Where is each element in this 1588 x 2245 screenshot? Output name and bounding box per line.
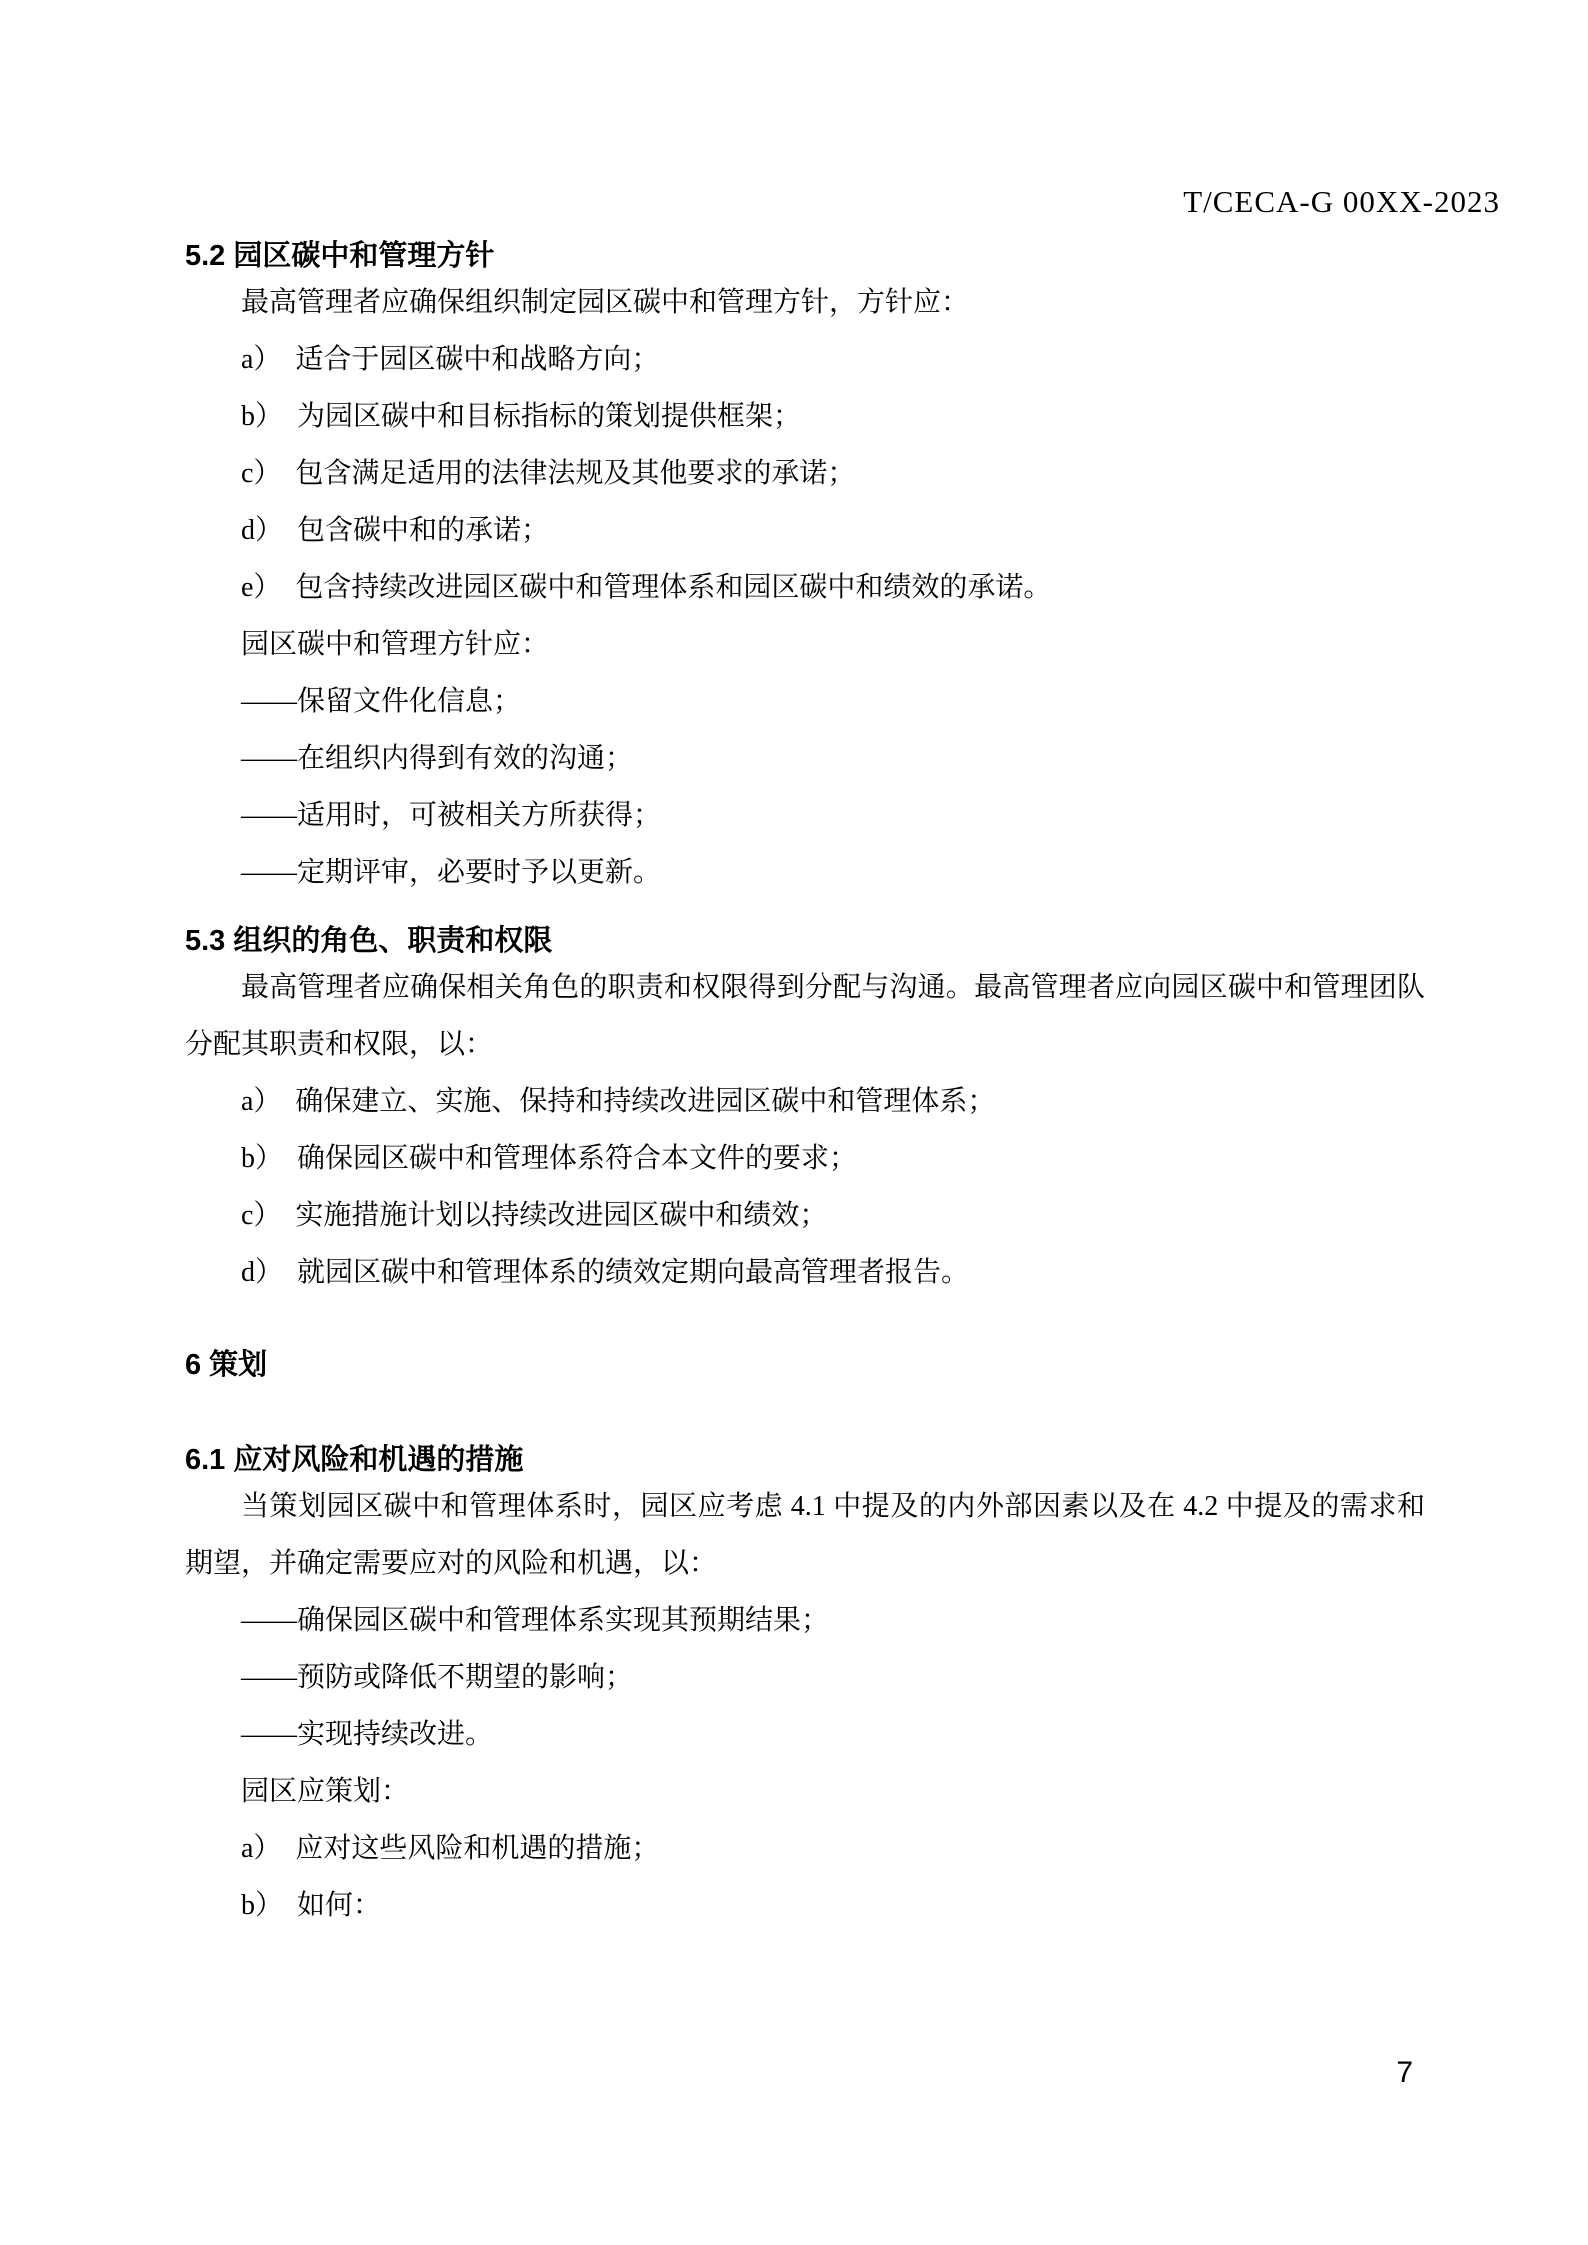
paragraph: 最高管理者应确保相关角色的职责和权限得到分配与沟通。最高管理者应向园区碳中和管理团队分配其职责和权限，以： bbox=[185, 972, 1425, 1060]
list-item: a） 适合于园区碳中和战略方向； bbox=[241, 344, 660, 375]
page-content bbox=[185, 238, 1425, 1934]
list-item: b） 确保园区碳中和管理体系符合本文件的要求； bbox=[241, 1143, 858, 1174]
dash-item: ——适用时，可被相关方所获得； bbox=[241, 800, 662, 831]
list-item: c） 实施措施计划以持续改进园区碳中和绩效； bbox=[241, 1200, 828, 1231]
document-code-header: T/CECA-G 00XX-2023 bbox=[1183, 184, 1500, 219]
dash-item: ——预防或降低不期望的影响； bbox=[241, 1662, 634, 1693]
dash-item: ——实现持续改进。 bbox=[241, 1719, 494, 1750]
list-item: d） 包含碳中和的承诺； bbox=[241, 515, 550, 546]
section-heading-5-3: 5.3 组织的角色、职责和权限 bbox=[185, 925, 553, 957]
list-item: b） 如何： bbox=[241, 1890, 382, 1921]
section-heading-5-2: 5.2 园区碳中和管理方针 bbox=[185, 240, 495, 272]
paragraph: 园区应策划： bbox=[241, 1776, 410, 1807]
list-item: e） 包含持续改进园区碳中和管理体系和园区碳中和绩效的承诺。 bbox=[241, 572, 1052, 603]
chapter-heading-6: 6 策划 bbox=[185, 1349, 268, 1381]
page-number: 7 bbox=[1396, 2056, 1413, 2089]
paragraph: 最高管理者应确保组织制定园区碳中和管理方针，方针应： bbox=[241, 287, 970, 318]
list-item: a） 应对这些风险和机遇的措施； bbox=[241, 1833, 660, 1864]
list-item: c） 包含满足适用的法律法规及其他要求的承诺； bbox=[241, 458, 856, 489]
list-item: a） 确保建立、实施、保持和持续改进园区碳中和管理体系； bbox=[241, 1086, 996, 1117]
list-item: d） 就园区碳中和管理体系的绩效定期向最高管理者报告。 bbox=[241, 1257, 970, 1288]
section-heading-6-1: 6.1 应对风险和机遇的措施 bbox=[185, 1444, 524, 1476]
paragraph: 当策划园区碳中和管理体系时，园区应考虑 4.1 中提及的内外部因素以及在 4.2 中提及的需求和期望，并确定需要应对的风险和机遇，以： bbox=[185, 1491, 1425, 1579]
dash-item: ——保留文件化信息； bbox=[241, 686, 522, 717]
dash-item: ——在组织内得到有效的沟通； bbox=[241, 743, 634, 774]
dash-item: ——定期评审，必要时予以更新。 bbox=[241, 857, 662, 888]
list-item: b） 为园区碳中和目标指标的策划提供框架； bbox=[241, 401, 802, 432]
dash-item: ——确保园区碳中和管理体系实现其预期结果； bbox=[241, 1605, 830, 1636]
paragraph: 园区碳中和管理方针应： bbox=[241, 629, 550, 660]
